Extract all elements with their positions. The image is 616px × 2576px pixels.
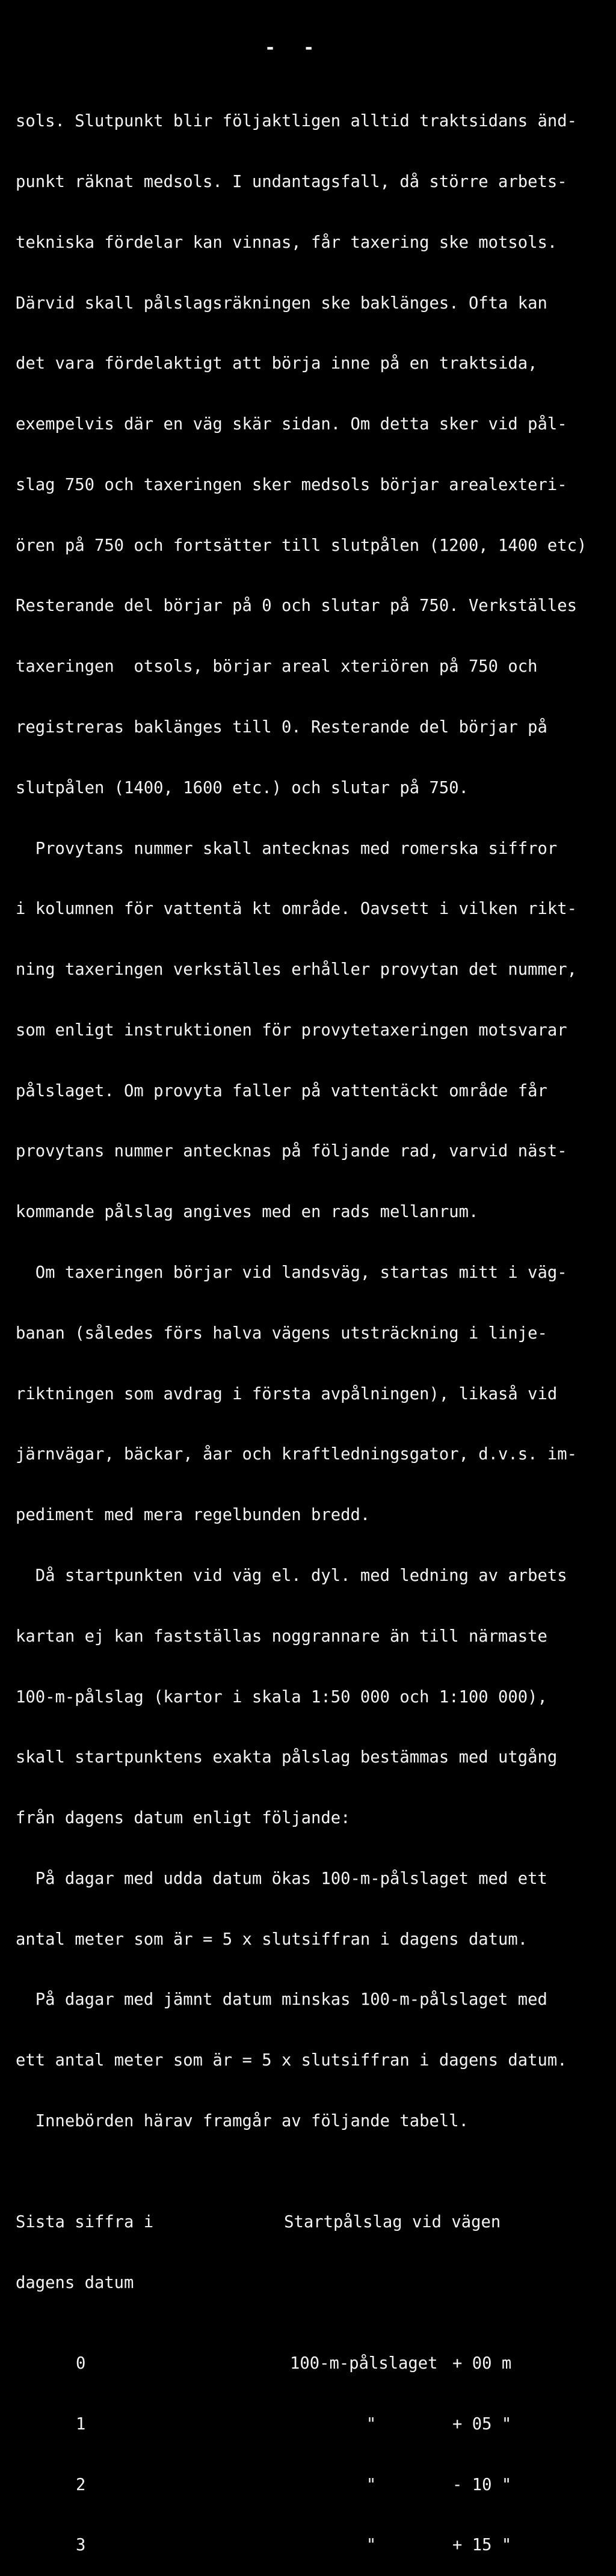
table-row [16,2354,605,2374]
text-line: pålslaget. Om provyta faller på vattentäckt område får [16,1081,547,1100]
text-line: Då startpunkten vid väg el. dyl. med ledning av arbets [16,1566,567,1585]
text-line: skall startpunktens exakta pålslag bestämmas med utgång [16,1748,558,1767]
table-cell-adj: + 05 [452,2414,492,2433]
text-line: slutpålen (1400, 1600 etc.) och slutar på 750. [16,778,469,797]
text-line: ett antal meter som är = 5 x slutsiffran i dagens datum. [16,2051,567,2070]
page-header-mark: - - [265,37,323,58]
table-cell-adj: + 00 [452,2354,492,2373]
text-line: järnvägar, bäckar, åar och kraftledningsgator, d.v.s. im- [16,1445,577,1464]
table-cell-digit: 1 [76,2414,86,2433]
table-cell-adj: - 10 [452,2475,492,2494]
table-cell-unit: m [501,2354,512,2373]
text-line: i kolumnen för vattentä kt område. Oavsett i vilken rikt- [16,900,577,919]
text-line: 100-m-pålslag (kartor i skala 1:50 000 och 1:100 000), [16,1687,547,1707]
text-line: På dagar med jämnt datum minskas 100-m-pålslaget med [16,1990,547,2010]
text-line: tekniska fördelar kan vinnas, får taxering ske motsols. [16,233,558,252]
text-line: från dagens datum enligt följande: [16,1809,351,1828]
text-line: ören på 750 och fortsätter till slutpålen (1200, 1400 etc) [16,536,587,555]
table-cell-digit: 2 [76,2475,86,2494]
table-row [16,2475,605,2495]
text-line: banan (således förs halva vägens utsträckning i linje- [16,1323,547,1343]
text-line: taxeringen otsols, börjar areal xteriören på 750 och [16,657,538,676]
text-line: På dagar med udda datum ökas 100-m-pålslaget med ett [16,1869,547,1888]
text-line: antal meter som är = 5 x slutsiffran i dagens datum. [16,1930,528,1949]
text-line: pediment med mera regelbunden bredd. [16,1506,371,1525]
text-line: som enligt instruktionen för provytetaxeringen motsvarar [16,1020,567,1040]
text-line: kommande pålslag angives med en rads mellanrum. [16,1203,479,1222]
text-line: Provytans nummer skall antecknas med romerska siffror [16,839,558,858]
typescript-page [16,71,605,2576]
table-header-row-2: dagens datum [16,2273,134,2292]
table-header-col1: Sista siffra i [16,2212,154,2231]
text-line: sols. Slutpunkt blir följaktligen alltid traktsidans änd- [16,112,577,131]
text-line: det vara fördelaktigt att börja inne på en traktsida, [16,354,538,373]
text-line: exempelvis där en väg skär sidan. Om detta sker vid pål- [16,415,567,434]
text-line: registreras baklänges till 0. Resterande del börjar på [16,718,547,737]
text-line: provytans nummer antecknas på följande rad, varvid näst- [16,1142,567,1161]
text-line: kartan ej kan fastställas noggrannare än till närmaste [16,1627,547,1646]
text-line: Resterande del börjar på 0 och slutar på 750. Verkställes [16,596,577,616]
text-line: Om taxeringen börjar vid landsväg, startas mitt i väg- [16,1263,567,1283]
table-cell-digit: 0 [76,2354,86,2373]
table-cell-unit: " [501,2414,512,2433]
table-cell-unit: " [501,2475,512,2494]
text-line: Innebörden härav framgår av följande tabell. [16,2111,469,2130]
table-header-row [16,2212,605,2233]
table-cell-digit: 3 [76,2536,86,2555]
table-cell-ref: " [366,2536,377,2555]
table-header-col2: Startpålslag vid vägen [284,2212,501,2231]
table-cell-ref: " [366,2475,377,2494]
text-line: slag 750 och taxeringen sker medsols börjar arealexteri- [16,475,567,494]
table-row [16,2535,605,2556]
text-line: punkt räknat medsols. I undantagsfall, då större arbets- [16,172,567,191]
table-cell-ref: 100-m-pålslaget [290,2354,438,2373]
table-cell-ref: " [366,2414,377,2433]
text-line: ning taxeringen verkställes erhåller provytan det nummer, [16,960,577,980]
table-cell-adj: + 15 [452,2536,492,2555]
text-line: Därvid skall pålslagsräkningen ske baklänges. Ofta kan [16,293,547,313]
table-cell-unit: " [501,2536,512,2555]
text-line: riktningen som avdrag i första avpålningen), likaså vid [16,1384,558,1403]
table-row [16,2414,605,2435]
